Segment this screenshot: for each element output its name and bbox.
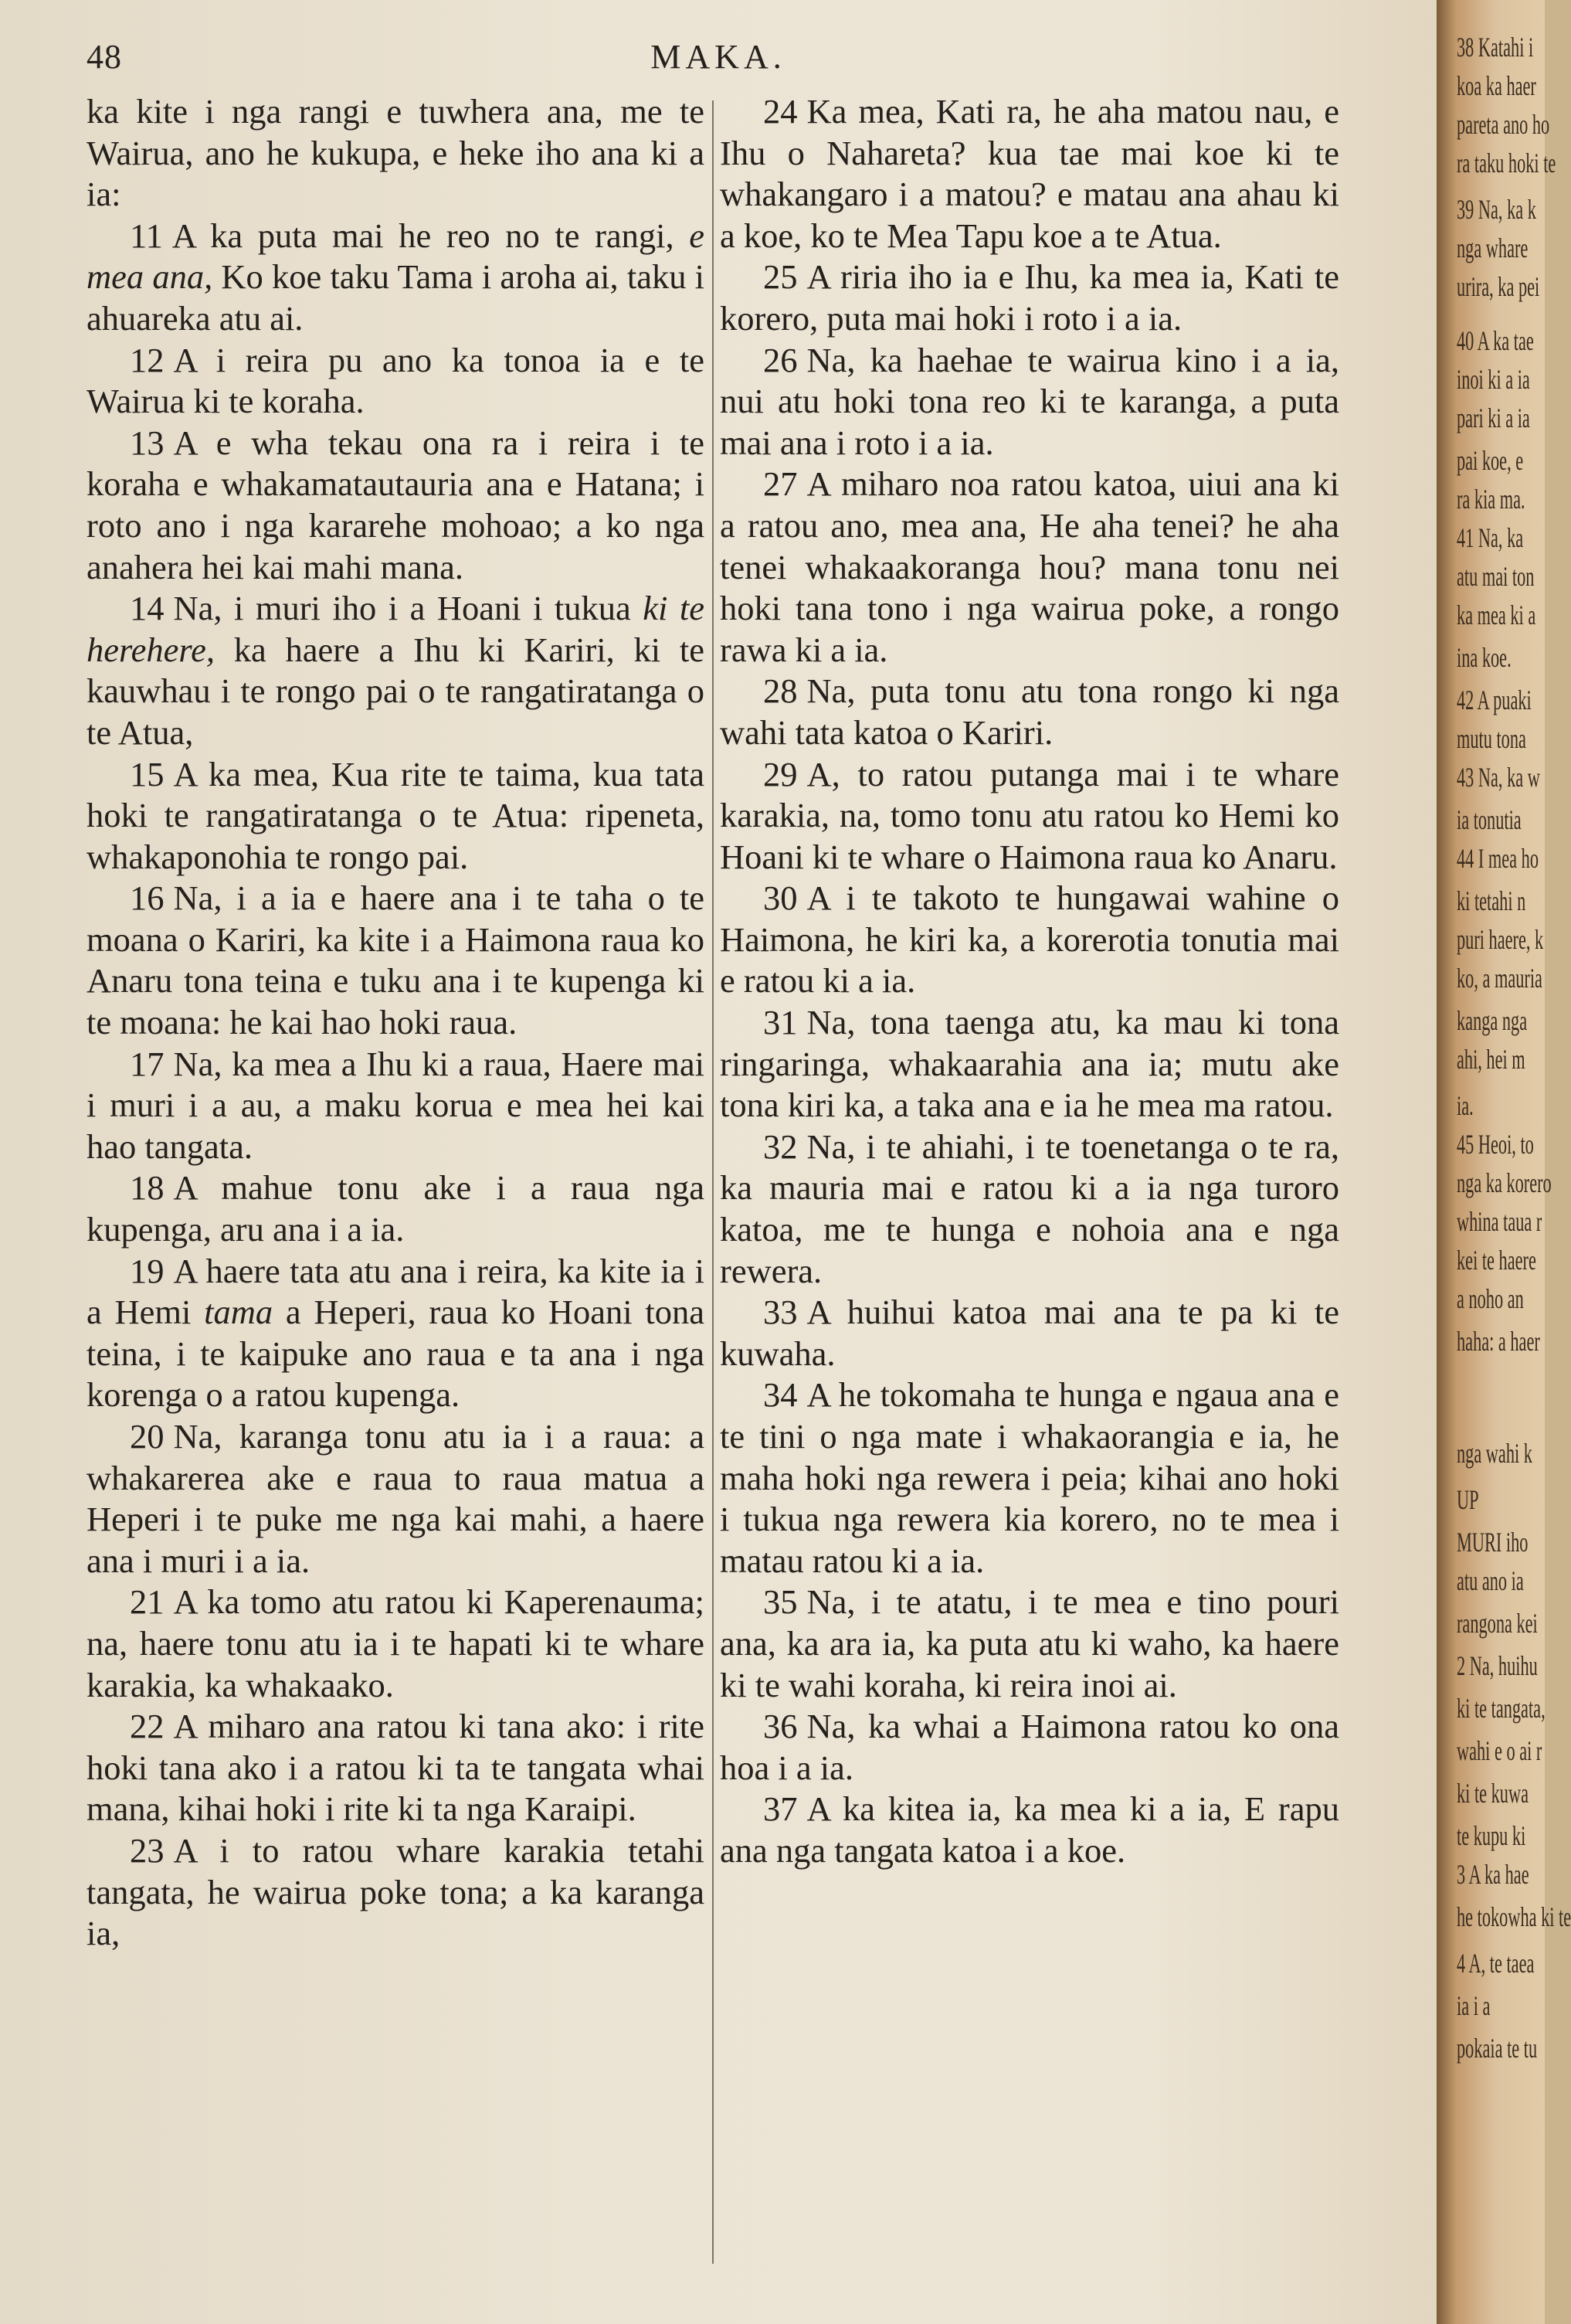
verse-number: 11 (130, 216, 163, 255)
verse-18 (87, 1167, 704, 1250)
verse-33 (720, 1292, 1339, 1374)
adjacent-page-fragment: wahi e o ai r (1457, 1735, 1542, 1766)
adjacent-page-fragment: 42 A puaki (1457, 685, 1532, 715)
verse-37 (720, 1789, 1339, 1871)
verse-text: A ka kitea ia, ka mea ki a ia, E rapu ana nga tangata katoa i a koe. (720, 1789, 1339, 1870)
adjacent-page-fragment: ko, a mauria (1457, 963, 1542, 994)
adjacent-page-fragment: MURI iho (1457, 1527, 1529, 1558)
adjacent-page-fragment: rangona kei (1457, 1608, 1538, 1639)
adjacent-page-fragment: ia i a (1457, 1990, 1491, 2021)
verse-text: Na, i a ia e haere ana i te taha o te moana o Kariri, ka kite i a Haimona raua ko Anaru tona teina e tuku ana i te kupenga ki te moana: he kai hao hoki raua. (87, 878, 704, 1042)
adjacent-page-fragment: koa ka haer (1457, 70, 1536, 101)
verse-text: A huihui katoa mai ana te pa ki te kuwaha. (720, 1293, 1339, 1373)
verse-text: Na, karanga tonu atu ia i a raua: a whakarerea ake e raua to raua matua a Heperi i te puke me nga kai mahi, a haere ana i muri i a ia. (87, 1417, 704, 1580)
verse-32 (720, 1126, 1339, 1292)
adjacent-page-fragment: 43 Na, ka w (1457, 762, 1540, 793)
adjacent-page-fragment: he tokowha ki te (1457, 1901, 1571, 1932)
verse-number: 30 (763, 878, 798, 918)
verse-number: 15 (130, 754, 165, 793)
verse-text: A miharo ana ratou ki tana ako: i rite hoki tana ako i a ratou ki ta te tangata whai mana, kihai hoki i rite ki ta nga Karaipi. (87, 1707, 704, 1829)
verse-19 (87, 1251, 704, 1416)
adjacent-page-fragment: pai koe, e (1457, 445, 1524, 476)
verse-text: A i reira pu ano ka tonoa ia e te Wairua ki te koraha. (87, 340, 704, 421)
verse-number: 12 (130, 340, 165, 379)
adjacent-page-edge (1437, 0, 1571, 2324)
verse-number: 36 (763, 1707, 798, 1746)
adjacent-page-fragment: ra kia ma. (1457, 484, 1525, 515)
verse-text: A riria iho ia e Ihu, ka mea ia, Kati te korero, puta mai hoki i roto i a ia. (720, 257, 1339, 338)
verse-number: 29 (763, 754, 798, 793)
verse-number: 27 (763, 464, 798, 504)
running-head: MAKA. (650, 38, 786, 76)
adjacent-page-fragment: 40 A ka tae (1457, 325, 1534, 356)
verse-number: 20 (130, 1417, 165, 1456)
verse-text: Ko koe taku Tama i aroha ai, taku i ahuareka atu ai. (87, 257, 705, 338)
verse-17 (87, 1044, 704, 1168)
adjacent-page-fragment: ia. (1457, 1090, 1474, 1121)
verse-text: Na, puta tonu atu tona rongo ki nga wahi tata katoa o Kariri. (720, 671, 1339, 752)
verse-text: Na, tona taenga atu, ka mau ki tona ringaringa, whakaarahia ana ia; mutu ake tona kiri ka, a taka ana e ia he mea ma ratou. (720, 1003, 1339, 1125)
verse-number: 18 (130, 1168, 165, 1208)
italic-text: ki te herehere, (87, 589, 704, 669)
italic-text: tama (204, 1293, 273, 1332)
verse-text: ka kite i nga rangi e tuwhera ana, me te Wairua, ano he kukupa, e heke iho ana ki a ia: (87, 92, 704, 214)
verse-35 (720, 1582, 1339, 1706)
verse-number: 16 (130, 878, 165, 918)
adjacent-page-fragment: pareta ano ho (1457, 109, 1550, 140)
verse-text: A haere tata atu ana i reira, ka kite ia i a Hemi (87, 1251, 704, 1332)
verse-number: 23 (130, 1830, 165, 1870)
verse-number: 37 (763, 1789, 798, 1829)
verse-text: A, to ratou putanga mai i te whare karakia, na, tomo tonu atu ratou ko Hemi ko Hoani ki te whare o Haimona raua ko Anaru. (720, 754, 1339, 876)
adjacent-page-fragment: mutu tona (1457, 723, 1526, 754)
verse-31 (720, 1002, 1339, 1126)
verse-number: 17 (130, 1044, 165, 1083)
left-column (87, 91, 704, 1955)
adjacent-page-fragment: nga whare (1457, 233, 1529, 263)
right-column (720, 91, 1339, 1872)
adjacent-page-fragment: pari ki a ia (1457, 403, 1530, 433)
adjacent-page-fragment: pokaia te tu (1457, 2033, 1538, 2064)
verse-21 (87, 1582, 704, 1706)
verse-number: 22 (130, 1707, 165, 1746)
adjacent-page-fragment: ki tetahi n (1457, 885, 1526, 916)
verse-number: 33 (763, 1293, 798, 1332)
verse-text: A he tokomaha te hunga e ngaua ana e te tini o nga mate i whakaorangia e ia, he maha hoki nga rewera i peia; kihai ano hoki i tukua nga rewera kia korero, no te mea i matau ratou ki a ia. (720, 1375, 1339, 1580)
adjacent-page-fragment: 3 A ka hae (1457, 1859, 1529, 1890)
verse-number: 14 (130, 589, 165, 628)
adjacent-page-fragment: UP (1457, 1484, 1479, 1515)
italic-text: e mea ana, (87, 216, 704, 297)
verse-text: A mahue tonu ake i a raua nga kupenga, aru ana i a ia. (87, 1168, 704, 1249)
adjacent-page-fragment: 2 Na, huihu (1457, 1650, 1538, 1681)
page-number: 48 (87, 38, 122, 76)
adjacent-page-fragment: ia tonutia (1457, 804, 1522, 835)
adjacent-page-fragment: 44 I mea ho (1457, 843, 1539, 874)
verse-text: Na, ka whai a Haimona ratou ko ona hoa i a ia. (720, 1707, 1339, 1787)
verse-text: Na, i te atatu, i te mea e tino pouri ana, ka ara ia, ka puta atu ki waho, ka haere ki te wahi koraha, ki reira inoi ai. (720, 1582, 1339, 1704)
verse-text: a Heperi, raua ko Hoani tona teina, i te kaipuke ano raua e ta ana i nga korenga o a ratou kupenga. (87, 1293, 704, 1415)
adjacent-page-fragment: haha: a haer (1457, 1326, 1540, 1357)
adjacent-page-fragment: nga ka korero (1457, 1167, 1552, 1198)
verse-text: A i to ratou whare karakia tetahi tangata, he wairua poke tona; a ka karanga ia, (87, 1830, 704, 1953)
verse-number: 35 (763, 1582, 798, 1622)
verse-16 (87, 878, 704, 1043)
verse-20 (87, 1416, 704, 1582)
verse-15 (87, 754, 704, 878)
verse-34 (720, 1374, 1339, 1582)
verse-text: A ka mea, Kua rite te taima, kua tata hoki te rangatiratanga o te Atua: ripeneta, whakaponohia te rongo pai. (87, 754, 704, 876)
verse-23 (87, 1830, 704, 1955)
verse-number: 32 (763, 1126, 798, 1166)
verse-text: A ka tomo atu ratou ki Kaperenauma; na, haere tonu atu ia i te hapati ki te whare karakia, ka whakaako. (87, 1582, 704, 1704)
verse-12 (87, 340, 704, 423)
verse-22 (87, 1706, 704, 1830)
verse-text: A miharo noa ratou katoa, uiui ana ki a ratou ano, mea ana, He aha tenei? he aha tenei whakaakoranga hou? mana tonu nei hoki tana tono i nga wairua poke, a rongo rawa ki a ia. (720, 464, 1339, 669)
adjacent-page-fragment: ka mea ki a (1457, 600, 1536, 630)
verse-number: 24 (763, 92, 798, 131)
verse-30 (720, 878, 1339, 1002)
adjacent-page-fragment: 45 Heoi, to (1457, 1129, 1534, 1160)
verse-number: 26 (763, 340, 798, 379)
adjacent-page-fragment: atu ano ia (1457, 1565, 1524, 1596)
column-rule (712, 100, 714, 2264)
adjacent-page-fragment: ki te kuwa (1457, 1778, 1529, 1809)
adjacent-page-fragment: ina koe. (1457, 642, 1512, 673)
verse-number: 13 (130, 423, 165, 462)
verse-text: Na, i te ahiahi, i te toenetanga o te ra, ka mauria mai e ratou ki a ia nga turoro katoa, me te hunga e nohoia ana e nga rewera. (720, 1126, 1339, 1290)
verse-text: A i te takoto te hungawai wahine o Haimona, he kiri ka, a korerotia tonutia mai e ratou ki a ia. (720, 878, 1339, 1001)
verse-28 (720, 671, 1339, 753)
verse-text: A ka puta mai he reo no te rangi, (171, 216, 690, 255)
adjacent-page-fragment: atu mai ton (1457, 561, 1535, 592)
adjacent-page-fragment: nga wahi k (1457, 1438, 1532, 1469)
adjacent-page-fragment: kanga nga (1457, 1005, 1528, 1036)
verse-25 (720, 257, 1339, 339)
verse-27 (720, 464, 1339, 671)
adjacent-page-fragment: ki te tangata, (1457, 1693, 1546, 1724)
verse-text: ka haere a Ihu ki Kariri, ki te kauwhau i te rongo pai o te rangatiratanga o te Atua, (87, 630, 704, 752)
verse-text: A e wha tekau ona ra i reira i te koraha e whakamatautauria ana e Hatana; i roto ano i nga kararehe mohoao; a ko nga anahera hei kai mahi mana. (87, 423, 704, 586)
adjacent-page-fragment: 4 A, te taea (1457, 1948, 1535, 1979)
adjacent-page-fragment: kei te haere (1457, 1245, 1536, 1276)
adjacent-page-fragment: ra taku hoki te (1457, 148, 1556, 178)
verse-text: Na, ka haehae te wairua kino i a ia, nui atu hoki tona reo ki te karanga, a puta mai ana i roto i a ia. (720, 340, 1339, 462)
verse-number: 21 (130, 1582, 165, 1622)
verse-continuation (87, 91, 704, 216)
verse-11 (87, 216, 704, 340)
adjacent-page-fragment: inoi ki a ia (1457, 364, 1530, 395)
verse-26 (720, 340, 1339, 464)
verse-text: Na, i muri iho i a Hoani i tukua (173, 589, 643, 628)
adjacent-page-fragment: 41 Na, ka (1457, 522, 1524, 553)
verse-number: 19 (130, 1251, 165, 1290)
verse-24 (720, 91, 1339, 257)
verse-number: 31 (763, 1003, 798, 1042)
adjacent-page-fragment: whina taua r (1457, 1206, 1542, 1237)
verse-number: 28 (763, 671, 798, 711)
verse-13 (87, 423, 704, 588)
adjacent-page-fragment: urira, ka pei (1457, 271, 1540, 302)
verse-29 (720, 754, 1339, 878)
adjacent-page-fragment: ahi, hei m (1457, 1044, 1525, 1075)
verse-14 (87, 588, 704, 753)
verse-text: Ka mea, Kati ra, he aha matou nau, e Ihu o Nahareta? kua tae mai koe ki te whakangaro i a matou? e matau ana ahau ki a koe, ko te Mea Tapu koe a te Atua. (720, 92, 1339, 255)
verse-number: 34 (763, 1375, 798, 1415)
adjacent-page-fragment: 38 Katahi i (1457, 32, 1534, 63)
verse-text: Na, ka mea a Ihu ki a raua, Haere mai i muri i a au, a maku korua e mea hei kai hao tangata. (87, 1044, 704, 1166)
adjacent-page-fragment: te kupu ki (1457, 1820, 1526, 1851)
verse-number: 25 (763, 257, 798, 297)
adjacent-page-fragment: 39 Na, ka k (1457, 194, 1536, 225)
verse-36 (720, 1706, 1339, 1789)
adjacent-page-fragment: a noho an (1457, 1283, 1524, 1314)
adjacent-page-fragment: puri haere, k (1457, 924, 1544, 955)
